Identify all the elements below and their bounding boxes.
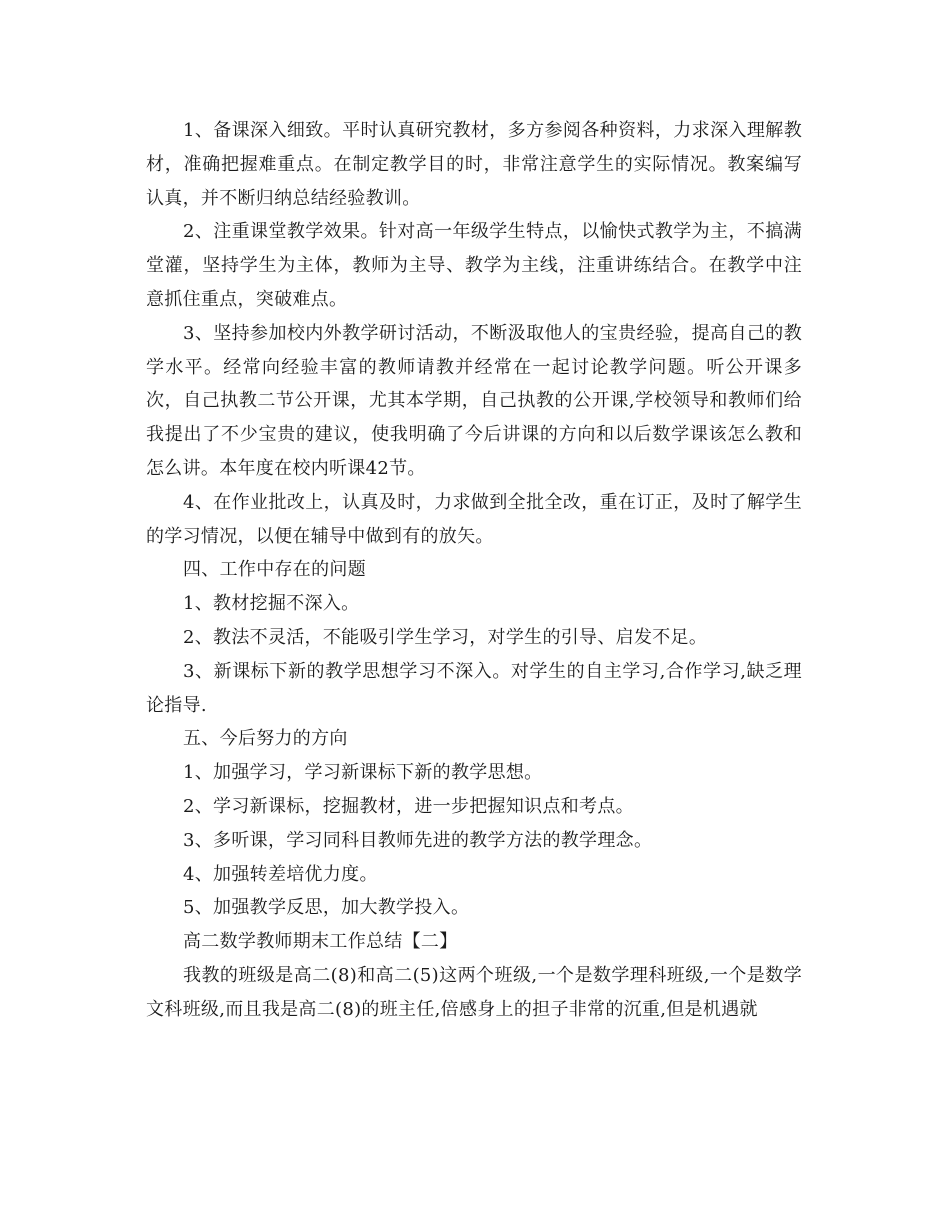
article-heading-part-two: 高二数学教师期末工作总结【二】 [183,931,458,953]
paragraph-lesson-prep: 1、备课深入细致。平时认真研究教材，多方参阅各种资料，力求深入理解教材，准确把握难重点。在制定教学目的时，非常注意学生的实际情况。教案编写认真，并不断归纳总结经验教训。 [146,120,802,209]
document-body [146,114,802,1027]
paragraph-classroom-effect: 2、注重课堂教学效果。针对高一年级学生特点，以愉快式教学为主，不搞满堂灌，坚持学生为主体，教师为主导、教学为主线，注重讲练结合。在教学中注意抓住重点，突破难点。 [146,221,802,310]
direction-item-1: 1、加强学习，学习新课标下新的教学思想。 [183,762,543,784]
problem-item-1: 1、教材挖掘不深入。 [183,593,360,615]
paragraph-teaching-research: 3、坚持参加校内外教学研讨活动，不断汲取他人的宝贵经验，提高自己的教学水平。经常向经验丰富的教师请教并经常在一起讨论教学问题。听公开课多次，自己执教二节公开课，尤其本学期，自己执教的公开课,学校领导和教师们给我提出了不少宝贵的建议，使我明确了今后讲课的方向和以后数学课该怎么教和怎么讲。本年度在校内听课42节。 [146,322,802,479]
direction-item-5: 5、加强教学反思，加大教学投入。 [183,897,470,919]
direction-item-3: 3、多听课，学习同科目教师先进的教学方法的教学理念。 [183,829,653,851]
problem-item-3: 3、新课标下新的教学思想学习不深入。对学生的自主学习,合作学习,缺乏理论指导. [146,660,802,716]
paragraph-class-intro: 我教的班级是高二(8)和高二(5)这两个班级,一个是数学理科班级,一个是数学文科班级,而且我是高二(8)的班主任,倍感身上的担子非常的沉重,但是机遇就 [146,964,802,1020]
paragraph-homework-correction: 4、在作业批改上，认真及时，力求做到全批全改，重在订正，及时了解学生的学习情况，以便在辅导中做到有的放矢。 [146,491,802,547]
problem-item-2: 2、教法不灵活，不能吸引学生学习，对学生的引导、启发不足。 [183,626,708,648]
direction-item-2: 2、学习新课标，挖掘教材，进一步把握知识点和考点。 [183,795,634,817]
section-heading-problems: 四、工作中存在的问题 [183,559,366,581]
direction-item-4: 4、加强转差培优力度。 [183,863,378,885]
section-heading-future-direction: 五、今后努力的方向 [183,728,348,750]
